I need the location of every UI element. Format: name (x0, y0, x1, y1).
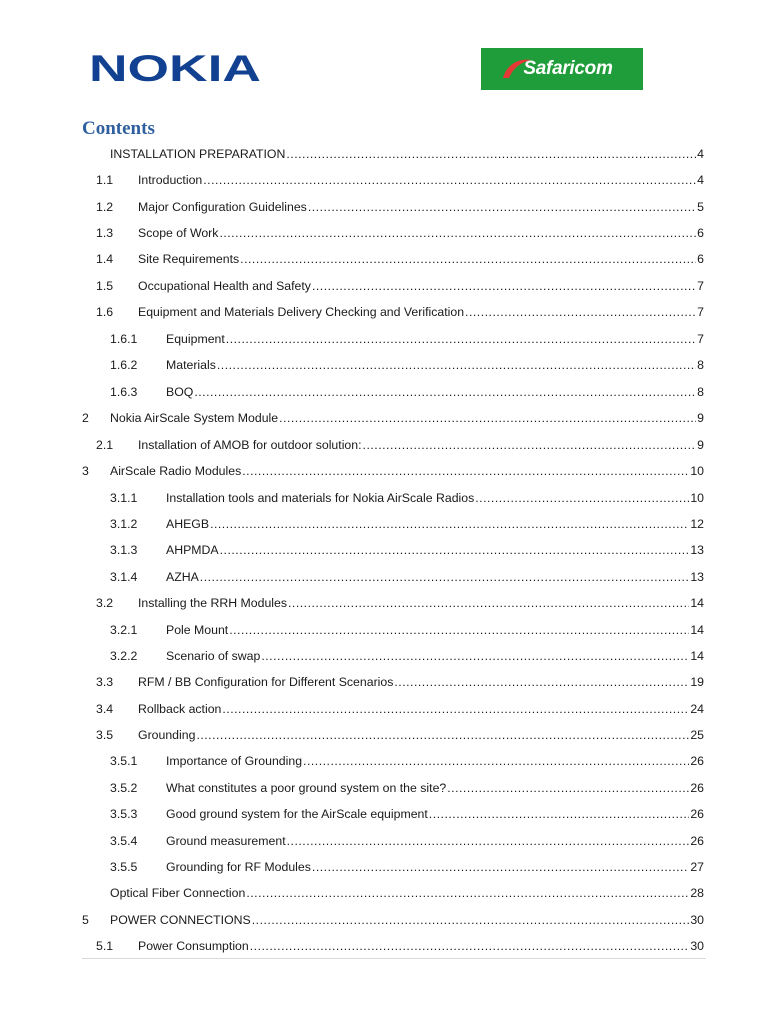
toc-number: 2.1 (96, 438, 114, 452)
toc-title: Grounding for RF Modules (166, 860, 311, 874)
toc-row[interactable] (0, 832, 768, 850)
toc-page-number: 28 (690, 886, 704, 900)
toc-row[interactable] (0, 330, 768, 348)
toc-leader-dots (226, 330, 696, 348)
toc-entry-link[interactable] (166, 568, 704, 586)
toc-page-number: 5 (697, 200, 704, 214)
toc-leader-dots (217, 356, 696, 374)
toc-leader-dots (465, 303, 696, 321)
toc-page-number: 26 (690, 781, 704, 795)
toc-entry-link[interactable] (138, 303, 704, 321)
toc-page-number: 14 (690, 596, 704, 610)
toc-number: 3.5 (96, 728, 114, 742)
toc-leader-dots (279, 409, 696, 427)
toc-entry-link[interactable] (166, 832, 704, 850)
toc-row[interactable] (0, 726, 768, 744)
toc-page-number: 24 (690, 702, 704, 716)
toc-title: Introduction (138, 173, 203, 187)
toc-entry-link[interactable] (110, 145, 704, 163)
toc-row[interactable] (0, 884, 768, 902)
toc-page-number: 26 (690, 834, 704, 848)
toc-leader-dots (288, 594, 689, 612)
toc-leader-dots (229, 621, 689, 639)
toc-page-number: 14 (690, 623, 704, 637)
toc-leader-dots (220, 541, 690, 559)
toc-title: Nokia AirScale System Module (110, 411, 279, 425)
toc-page-number: 7 (697, 279, 704, 293)
toc-page-number: 10 (690, 491, 704, 505)
toc-number: 3.5.3 (110, 807, 138, 821)
toc-title: Installing the RRH Modules (138, 596, 287, 610)
toc-entry-link[interactable] (166, 858, 704, 876)
toc-page-number: 7 (697, 305, 704, 319)
toc-title: Materials (166, 358, 216, 372)
toc-entry-link[interactable] (138, 171, 704, 189)
toc-entry-link[interactable] (138, 594, 704, 612)
toc-entry-link[interactable] (110, 462, 704, 480)
toc-entry-link[interactable] (138, 224, 704, 242)
toc-entry-link[interactable] (138, 700, 704, 718)
toc-number: 1.6.3 (110, 385, 138, 399)
toc-leader-dots (303, 752, 689, 770)
toc-row[interactable] (0, 515, 768, 533)
toc-leader-dots (447, 779, 689, 797)
toc-number: 3.5.4 (110, 834, 138, 848)
toc-number: 3.1.4 (110, 570, 138, 584)
toc-page-number: 10 (690, 464, 704, 478)
toc-leader-dots (200, 568, 690, 586)
toc-entry-link[interactable] (138, 673, 704, 691)
toc-entry-link[interactable] (166, 489, 704, 507)
toc-title: Optical Fiber Connection (110, 886, 246, 900)
toc-title: Occupational Health and Safety (138, 279, 311, 293)
toc-row[interactable] (0, 647, 768, 665)
toc-leader-dots (286, 145, 696, 163)
toc-title: Power Consumption (138, 939, 249, 953)
toc-entry-link[interactable] (166, 647, 704, 665)
toc-row[interactable] (0, 224, 768, 242)
toc-title: Importance of Grounding (166, 754, 303, 768)
toc-page-number: 12 (690, 517, 704, 531)
toc-title: BOQ (166, 385, 194, 399)
toc-row[interactable] (0, 541, 768, 559)
toc-leader-dots (429, 805, 690, 823)
toc-page-number: 26 (690, 754, 704, 768)
toc-row[interactable] (0, 621, 768, 639)
toc-page-number: 19 (690, 675, 704, 689)
toc-entry-link[interactable] (166, 330, 704, 348)
toc-leader-dots (210, 515, 689, 533)
toc-leader-dots (246, 884, 689, 902)
toc-row[interactable] (0, 752, 768, 770)
toc-title: AZHA (166, 570, 199, 584)
toc-leader-dots (312, 277, 696, 295)
toc-number: 1.6.2 (110, 358, 138, 372)
toc-title: Rollback action (138, 702, 222, 716)
toc-row[interactable] (0, 383, 768, 401)
toc-number: 3.1.2 (110, 517, 138, 531)
toc-row[interactable] (0, 145, 768, 163)
toc-entry-link[interactable] (138, 726, 704, 744)
toc-number: 1.6.1 (110, 332, 138, 346)
toc-number: 2 (82, 411, 89, 425)
toc-row[interactable] (0, 937, 768, 955)
toc-entry-link[interactable] (138, 937, 704, 955)
toc-entry-link[interactable] (166, 383, 704, 401)
toc-leader-dots (394, 673, 689, 691)
toc-page-number: 30 (690, 939, 704, 953)
toc-title: Good ground system for the AirScale equipment (166, 807, 428, 821)
toc-leader-dots (312, 858, 689, 876)
toc-number: 3.5.5 (110, 860, 138, 874)
toc-row[interactable] (0, 805, 768, 823)
toc-entry-link[interactable] (138, 198, 704, 216)
toc-row[interactable] (0, 171, 768, 189)
toc-title: Equipment (166, 332, 225, 346)
toc-title: AHEGB (166, 517, 210, 531)
toc-page-number: 6 (697, 226, 704, 240)
toc-title: Scenario of swap (166, 649, 261, 663)
toc-row[interactable] (0, 779, 768, 797)
toc-title: AHPMDA (166, 543, 219, 557)
toc-page-number: 27 (690, 860, 704, 874)
toc-title: Installation tools and materials for Nokia AirScale Radios (166, 491, 475, 505)
toc-row[interactable] (0, 489, 768, 507)
toc-entry-link[interactable] (138, 436, 704, 454)
toc-leader-dots (242, 462, 689, 480)
toc-page-number: 4 (697, 173, 704, 187)
toc-page-number: 9 (697, 411, 704, 425)
toc-leader-dots (308, 198, 696, 216)
toc-entry-link[interactable] (110, 409, 704, 427)
toc-entry-link[interactable] (110, 884, 704, 902)
toc-page-number: 6 (697, 252, 704, 266)
toc-row[interactable] (0, 436, 768, 454)
toc-leader-dots (252, 911, 690, 929)
toc-number: 1.4 (96, 252, 114, 266)
toc-entry-link[interactable] (166, 805, 704, 823)
toc-entry-link[interactable] (166, 541, 704, 559)
toc-page-number: 25 (690, 728, 704, 742)
toc-title: Equipment and Materials Delivery Checking and Verification (138, 305, 465, 319)
toc-title: What constitutes a poor ground system on the site? (166, 781, 447, 795)
toc-page-number: 7 (697, 332, 704, 346)
toc-row[interactable] (0, 250, 768, 268)
toc-entry-link[interactable] (166, 779, 704, 797)
toc-leader-dots (475, 489, 689, 507)
toc-number: 5.1 (96, 939, 114, 953)
toc-row[interactable] (0, 700, 768, 718)
toc-leader-dots (196, 726, 689, 744)
toc-leader-dots (287, 832, 690, 850)
toc-number: 3.1.3 (110, 543, 138, 557)
toc-row[interactable] (0, 277, 768, 295)
toc-number: 1.1 (96, 173, 114, 187)
toc-row[interactable] (0, 673, 768, 691)
toc-number: 3.2.1 (110, 623, 138, 637)
toc-page-number: 8 (697, 385, 704, 399)
toc-leader-dots (261, 647, 689, 665)
toc-number: 3.5.2 (110, 781, 138, 795)
toc-number: 1.3 (96, 226, 114, 240)
toc-entry-link[interactable] (166, 515, 704, 533)
toc-entry-link[interactable] (138, 277, 704, 295)
toc-row[interactable] (0, 858, 768, 876)
toc-title: Grounding (138, 728, 196, 742)
toc-row[interactable] (0, 462, 768, 480)
toc-title: Scope of Work (138, 226, 219, 240)
toc-number: 5 (82, 913, 89, 927)
toc-number: 3 (82, 464, 89, 478)
toc-number: 3.2 (96, 596, 114, 610)
toc-page-number: 9 (697, 438, 704, 452)
toc-title: AirScale Radio Modules (110, 464, 242, 478)
toc-leader-dots (194, 383, 696, 401)
toc-leader-dots (250, 937, 690, 955)
toc-entry-link[interactable] (166, 752, 704, 770)
toc-row[interactable] (0, 911, 768, 929)
toc-number: 3.2.2 (110, 649, 138, 663)
toc-row[interactable] (0, 356, 768, 374)
toc-title: Site Requirements (138, 252, 240, 266)
toc-row[interactable] (0, 409, 768, 427)
toc-number: 1.2 (96, 200, 114, 214)
toc-number: 3.4 (96, 702, 114, 716)
toc-number: 1.6 (96, 305, 114, 319)
svg-text:NOKIA: NOKIA (89, 48, 261, 88)
toc-entry-link[interactable] (166, 621, 704, 639)
toc-title: RFM / BB Configuration for Different Scenarios (138, 675, 394, 689)
toc-title: Ground measurement (166, 834, 286, 848)
toc-leader-dots (219, 224, 696, 242)
toc-entry-link[interactable] (138, 250, 704, 268)
toc-title: POWER CONNECTIONS (110, 913, 251, 927)
toc-number: 3.3 (96, 675, 114, 689)
toc-page-number: 30 (690, 913, 704, 927)
toc-page-number: 26 (690, 807, 704, 821)
safaricom-logo-text: Safaricom (523, 58, 613, 79)
contents-heading: Contents (82, 118, 155, 139)
toc-page-number: 14 (690, 649, 704, 663)
toc-title: Major Configuration Guidelines (138, 200, 307, 214)
toc-page-number: 4 (697, 147, 704, 161)
toc-page-number: 8 (697, 358, 704, 372)
toc-leader-dots (240, 250, 696, 268)
toc-number: 3.5.1 (110, 754, 138, 768)
toc-row[interactable] (0, 198, 768, 216)
toc-page-number: 13 (690, 570, 704, 584)
toc-number: 3.1.1 (110, 491, 138, 505)
toc-leader-dots (363, 436, 697, 454)
toc-title: Installation of AMOB for outdoor solution: (138, 438, 362, 452)
toc-entry-link[interactable] (166, 356, 704, 374)
toc-leader-dots (203, 171, 696, 189)
toc-entry-link[interactable] (110, 911, 704, 929)
toc-row[interactable] (0, 303, 768, 321)
toc-page-number: 13 (690, 543, 704, 557)
toc-leader-dots (222, 700, 689, 718)
toc-row[interactable] (0, 568, 768, 586)
toc-title: INSTALLATION PREPARATION (110, 147, 286, 161)
toc-row[interactable] (0, 594, 768, 612)
toc-number: 1.5 (96, 279, 114, 293)
toc-title: Pole Mount (166, 623, 229, 637)
footer-divider (82, 958, 706, 959)
